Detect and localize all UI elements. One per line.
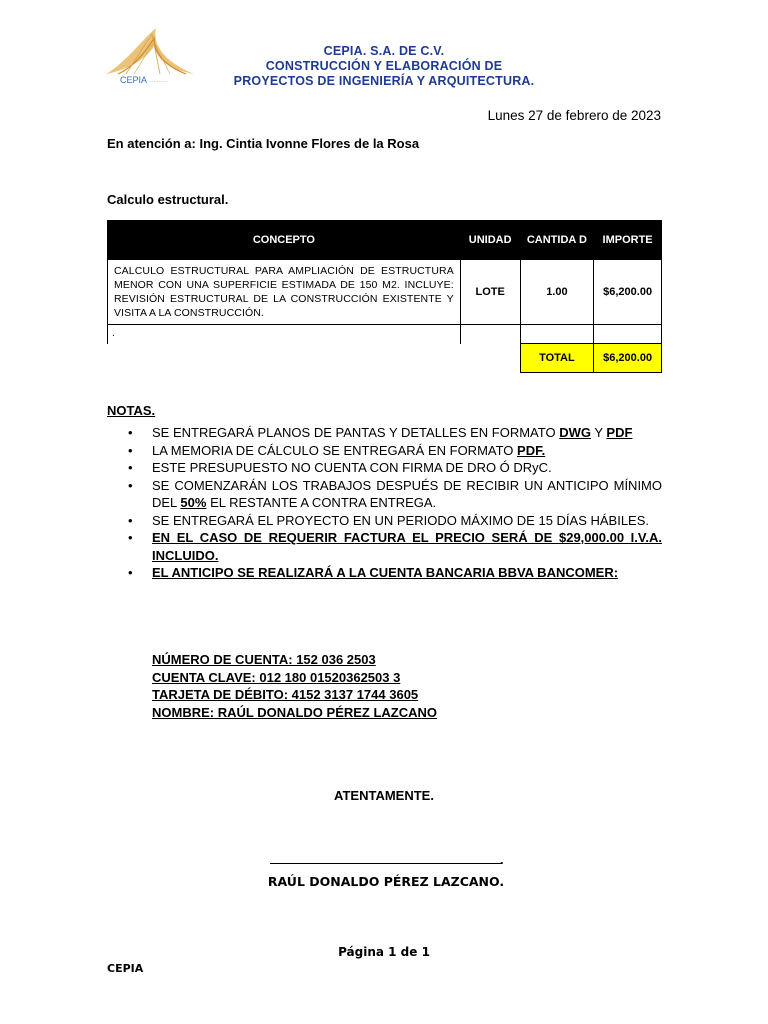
bank-account: NÚMERO DE CUENTA: 152 036 2503 [152,652,376,667]
bullet-icon: • [128,460,133,475]
bullet-icon: • [128,565,133,580]
note-emphasis: 50% [180,495,207,510]
blank-cell [108,344,461,373]
header-cantidad: CANTIDA D [520,221,594,260]
concept-cell: CALCULO ESTRUCTURAL PARA AMPLIACIÓN DE ESTRUCTURA MENOR CON UNA SUPERFICIE ESTIMADA DE 150 M2. INCLUYE: REVISIÓN ESTRUCTURAL DE LA CONSTRUCCIÓN EXISTENTE Y VISITA A LA CONSTRUCCIÓN. [108,260,461,325]
note-emphasis: DWG [559,425,591,440]
bank-card: TARJETA DE DÉBITO: 4152 3137 1744 3605 [152,687,419,702]
footer-text: CEPIA [107,962,144,975]
blank-cell [460,344,520,373]
page-number: Página 1 de 1 [338,945,430,959]
note-text: ESTE PRESUPUESTO NO CUENTA CON FIRMA DE DRO Ó DRyC. [152,460,552,475]
document-date: Lunes 27 de febrero de 2023 [487,108,661,123]
amount-cell: $6,200.00 [594,260,662,325]
bank-details [152,651,437,721]
signature-line [270,863,502,864]
note-emphasis: PDF [606,425,633,440]
note-emphasis: PDF. [517,442,546,458]
notes-title: NOTAS. [107,403,156,418]
list-item [107,477,662,512]
company-logo [104,24,196,84]
table-row [108,260,662,325]
company-line-2: CONSTRUCCIÓN Y ELABORACIÓN DE [265,59,503,73]
total-row [108,344,662,373]
list-item [107,424,662,442]
empty-cell [520,325,594,344]
company-line-3: PROYECTOS DE INGENIERÍA Y ARQUITECTURA. [233,74,535,88]
note-text: Y [590,425,607,440]
empty-cell-mark: . [108,325,461,344]
header-concepto: CONCEPTO [108,221,461,260]
list-item [107,512,662,530]
note-text: SE COMENZARÁN LOS TRABAJOS DESPUÉS DE RECIBIR UN ANTICIPO MÍNIMO DEL [152,477,662,510]
quantity-cell: 1.00 [520,260,594,325]
note-text: LA MEMORIA DE CÁLCULO SE ENTREGARÁ EN FORMATO [152,442,518,458]
unit-cell: LOTE [460,260,520,325]
quote-table [107,220,662,373]
bank-holder: NOMBRE: RAÚL DONALDO PÉREZ LAZCANO [152,704,438,720]
signer-name: RAÚL DONALDO PÉREZ LAZCANO. [267,874,505,889]
section-title: Calculo estructural. [107,192,229,207]
note-text: EN EL CASO DE REQUERIR FACTURA EL PRECIO SERÁ DE $29,000.00 I.V.A. INCLUIDO. [152,530,662,563]
signature-dot: . [500,852,504,867]
note-text: EL ANTICIPO SE REALIZARÁ A LA CUENTA BANCARIA BBVA BANCOMER: [152,565,619,580]
list-item [107,442,662,460]
table-row-empty [108,325,662,344]
bullet-icon: • [128,425,133,440]
empty-cell [594,325,662,344]
svg-text:···········: ··········· [150,79,169,84]
total-amount: $6,200.00 [594,344,662,373]
bullet-icon: • [128,512,133,528]
table-header-row [108,221,662,260]
note-text: EL RESTANTE A CONTRA ENTREGA. [206,495,437,510]
bank-clabe: CUENTA CLAVE: 012 180 01520362503 3 [152,669,401,685]
bullet-icon: • [128,530,133,545]
list-item [107,459,662,477]
company-name: CEPIA. S.A. DE C.V. [323,44,445,58]
bullet-icon: • [128,442,133,458]
empty-cell [460,325,520,344]
attention-line: En atención a: Ing. Cintia Ivonne Flores de la Rosa [107,136,420,151]
header-unidad: UNIDAD [460,221,520,260]
note-text: SE ENTREGARÁ PLANOS DE PANTAS Y DETALLES EN FORMATO [152,425,560,440]
logo-text: CEPIA [120,75,148,84]
list-item [107,529,662,564]
header-importe: IMPORTE [594,221,662,260]
bullet-icon: • [128,477,133,493]
notes-list [107,424,662,582]
note-text: SE ENTREGARÁ EL PROYECTO EN UN PERIODO MÁXIMO DE 15 DÍAS HÁBILES. [152,512,650,528]
total-label: TOTAL [520,344,594,373]
company-header [200,44,568,89]
closing-text: ATENTAMENTE. [334,788,434,803]
list-item [107,564,662,582]
